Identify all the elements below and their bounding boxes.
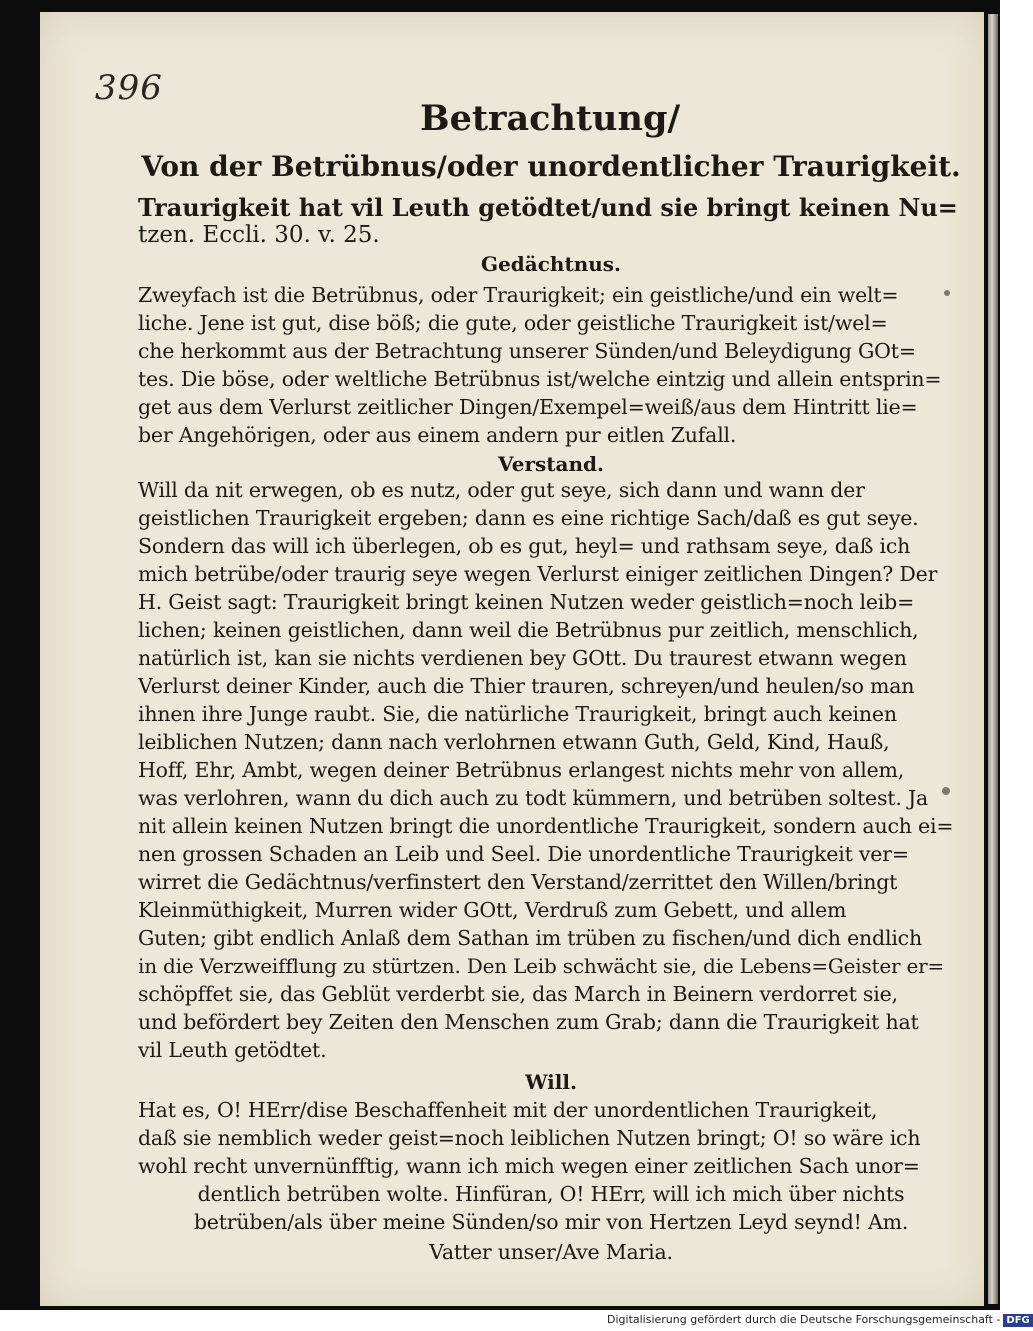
text-line: Kleinmüthigkeit, Murren wider GOtt, Verdruß zum Gebett, und allem [138,898,847,922]
page-title: Betrachtung/ [420,98,681,139]
text-line: get aus dem Verlurst zeitlicher Dingen/Exempel=weiß/aus dem Hintritt lie= [138,395,918,419]
page-edge [988,14,998,1304]
dfg-logo: DFG [1003,1314,1032,1327]
text-line: lichen; keinen geistlichen, dann weil die Betrübnus pur zeitlich, menschlich, [138,618,919,642]
text-line: Will da nit erwegen, ob es nutz, oder gut seye, sich dann und wann der [138,478,865,502]
text-line: liche. Jene ist gut, dise böß; die gute, oder geistliche Traurigkeit ist/wel= [138,311,888,335]
section-heading-will: Will. [525,1070,577,1094]
ink-spot [942,787,950,795]
text-line: und befördert bey Zeiten den Menschen zum Grab; dann die Traurigkeit hat [138,1010,919,1034]
text-line: was verlohren, wann du dich auch zu todt kümmern, und betrüben soltest. Ja [138,786,929,810]
motto-line-2: tzen. Eccli. 30. v. 25. [138,222,380,248]
text-line: daß sie nemblich weder geist=noch leiblichen Nutzen bringt; O! so wäre ich [138,1126,921,1150]
text-line: Verlurst deiner Kinder, auch die Thier trauren, schreyen/und heulen/so man [138,674,915,698]
digitization-credit [607,1313,1033,1327]
text-line: nit allein keinen Nutzen bringt die unordentliche Traurigkeit, sondern auch ei= [138,814,954,838]
text-line: ber Angehörigen, oder aus einem andern pur eitlen Zufall. [138,423,737,447]
text-line: H. Geist sagt: Traurigkeit bringt keinen Nutzen weder geistlich=noch leib= [138,590,915,614]
text-line: Sondern das will ich überlegen, ob es gut, heyl= und rathsam seye, daß ich [138,534,911,558]
closing-prayer: Vatter unser/Ave Maria. [429,1240,673,1264]
text-line: schöpffet sie, das Geblüt verderbt sie, das March in Beinern verdorret sie, [138,982,898,1006]
text-line: che herkommt aus der Betrachtung unserer Sünden/und Beleydigung GOt= [138,339,916,363]
motto-line-1: Traurigkeit hat vil Leuth getödtet/und sie bringt keinen Nu= [138,193,958,222]
page-number: 396 [95,68,163,108]
page-subtitle: Von der Betrübnus/oder unordentlicher Traurigkeit. [141,150,961,183]
credit-text: Digitalisierung gefördert durch die Deutsche Forschungsgemeinschaft - [607,1313,1001,1326]
text-line: betrüben/als über meine Sünden/so mir von Hertzen Leyd seynd! Am. [193,1210,909,1234]
section-heading-understanding: Verstand. [498,452,604,476]
text-line: geistlichen Traurigkeit ergeben; dann es eine richtige Sach/daß es gut seye. [138,506,919,530]
section-heading-memory: Gedächtnus. [480,252,621,276]
text-line: dentlich betrüben wolte. Hinfüran, O! HErr, will ich mich über nichts [197,1182,905,1206]
text-line: ihnen ihre Junge raubt. Sie, die natürliche Traurigkeit, bringt auch keinen [138,702,897,726]
text-line: Zweyfach ist die Betrübnus, oder Traurigkeit; ein geistliche/und ein welt= [138,283,899,307]
text-line: mich betrübe/oder traurig seye wegen Verlurst einiger zeitlichen Dingen? Der [138,562,938,586]
text-line: nen grossen Schaden an Leib und Seel. Die unordentliche Traurigkeit ver= [138,842,909,866]
text-line: wirret die Gedächtnus/verfinstert den Verstand/zerrittet den Willen/bringt [138,870,898,894]
text-line: vil Leuth getödtet. [138,1038,327,1062]
text-line: Guten; gibt endlich Anlaß dem Sathan im trüben zu fischen/und dich endlich [138,926,922,950]
text-line: wohl recht unvernünfftig, wann ich mich wegen einer zeitlichen Sach unor= [138,1154,920,1178]
text-line: in die Verzweifflung zu stürtzen. Den Leib schwächt sie, die Lebens=Geister er= [138,954,945,978]
ink-spot [944,290,950,296]
text-line: Hat es, O! HErr/dise Beschaffenheit mit der unordentlichen Traurigkeit, [138,1098,878,1122]
text-line: Hoff, Ehr, Ambt, wegen deiner Betrübnus erlangest nichts mehr von allem, [138,758,905,782]
text-line: leiblichen Nutzen; dann nach verlohrnen etwann Guth, Geld, Kind, Hauß, [138,730,890,754]
text-line: natürlich ist, kan sie nichts verdienen bey GOtt. Du traurest etwann wegen [138,646,907,670]
text-line: tes. Die böse, oder weltliche Betrübnus ist/welche eintzig und allein entsprin= [138,367,942,391]
